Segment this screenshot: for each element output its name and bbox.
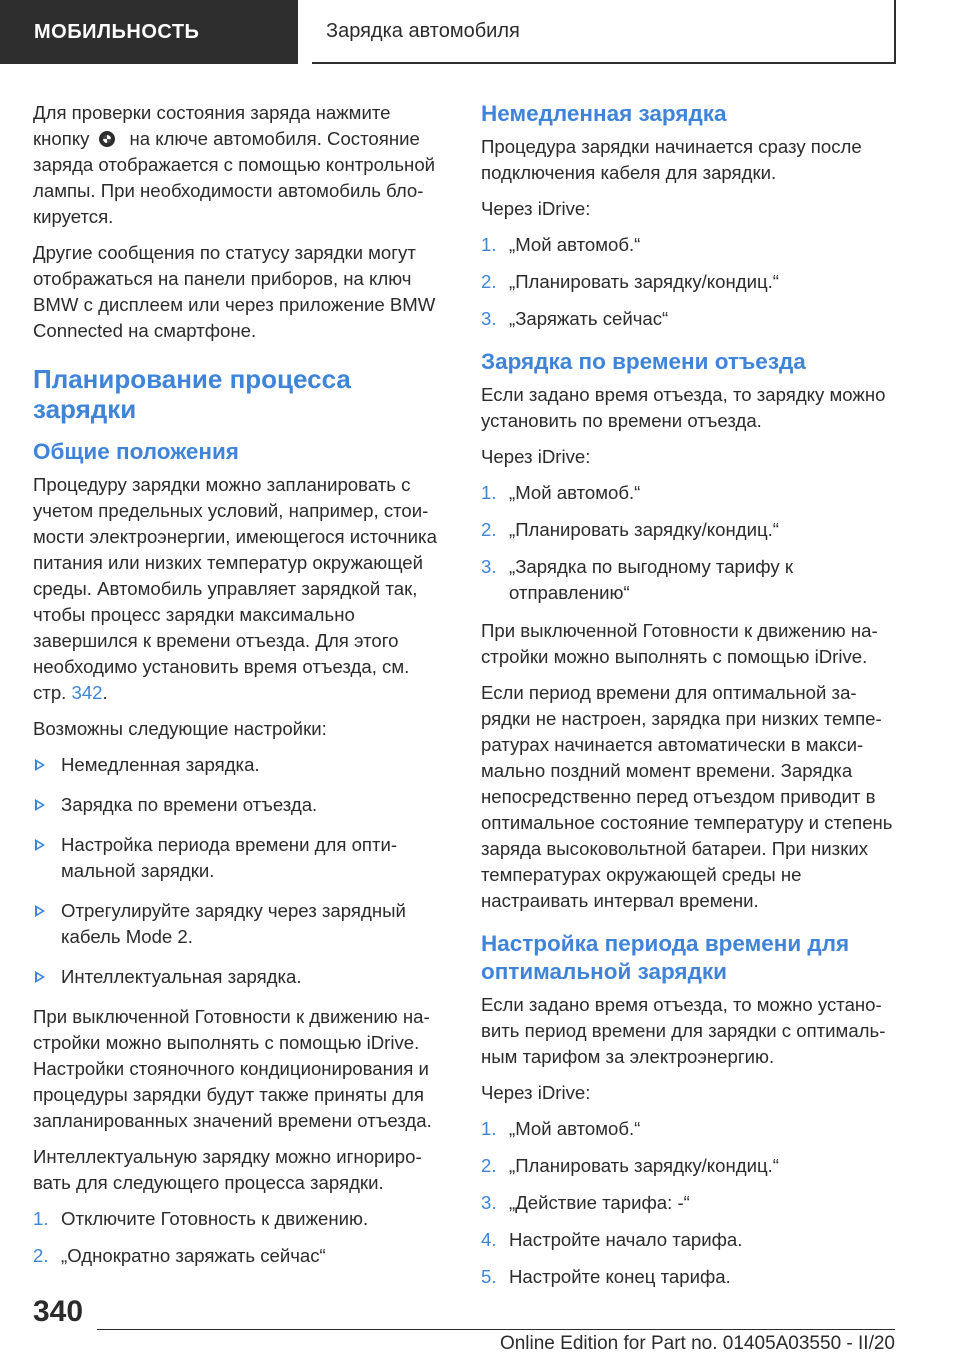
triangle-bullet-icon (35, 839, 45, 851)
step-number: 3. (481, 308, 497, 329)
step-item (33, 1243, 443, 1269)
step-text: Настройте конец тарифа. (509, 1266, 731, 1287)
text-fragment: Для проверки состояния заряда нажмите кнопку (33, 102, 391, 149)
paragraph-check-charge (33, 100, 443, 230)
paragraph-settings-intro: Возможны следующие настройки: (33, 718, 327, 739)
step-text: „Действие тарифа: -“ (509, 1192, 690, 1213)
triangle-bullet-icon (35, 799, 45, 811)
page-number: 340 (33, 1295, 84, 1328)
step-item (481, 1190, 895, 1216)
triangle-bullet-icon (35, 971, 45, 983)
step-number: 1. (481, 234, 497, 255)
list-item-text: Зарядка по времени отъезда. (61, 794, 318, 815)
paragraph-planning (33, 472, 443, 706)
step-number: 3. (481, 556, 497, 577)
list-item (33, 898, 443, 950)
bmw-logo-icon (99, 131, 115, 147)
section-title: Планирование процесса зарядки (33, 364, 351, 424)
steps-list-immediate (481, 232, 895, 332)
right-column (481, 100, 895, 1302)
header-chapter-title (312, 0, 896, 64)
step-item (481, 306, 895, 332)
paragraph-via-idrive: Через iDrive: (481, 446, 591, 467)
step-text: „Мой автомоб.“ (509, 1118, 641, 1139)
list-item (33, 832, 443, 884)
step-text: „Мой автомоб.“ (509, 234, 641, 255)
step-number: 2. (481, 1155, 497, 1176)
step-number: 4. (481, 1229, 497, 1250)
left-column (33, 100, 443, 1281)
chapter-title-text: Зарядка автомобиля (326, 19, 520, 42)
step-item (481, 554, 895, 606)
step-number: 2. (33, 1245, 49, 1266)
settings-list (33, 752, 443, 990)
list-item-text: Отрегулируйте зарядку через зарядный кабель Mode 2. (61, 900, 406, 947)
step-number: 1. (481, 482, 497, 503)
paragraph-departure-idrive: При выключенной Готовности к движению настройки можно выполнять с помощью iDrive. (481, 620, 878, 667)
step-text: „Планировать зарядку/кондиц.“ (509, 1155, 779, 1176)
paragraph-via-idrive: Через iDrive: (481, 198, 591, 219)
footer-edition: Online Edition for Part no. 01405A03550 - II/20 (499, 1333, 895, 1354)
step-item (481, 1227, 895, 1253)
step-text: „Однократно заряжать сейчас“ (61, 1245, 326, 1266)
step-item (481, 517, 895, 543)
step-number: 1. (33, 1208, 49, 1229)
subsection-title-immediate: Немедленная зарядка (481, 101, 727, 126)
steps-list-optimal (481, 1116, 895, 1290)
footer-divider (97, 1329, 895, 1330)
paragraph-ignore-smart: Интеллектуальную зарядку можно игнорировать для следующего процесса зарядки. (33, 1146, 422, 1193)
list-item (33, 964, 443, 990)
step-item (481, 1153, 895, 1179)
step-number: 2. (481, 271, 497, 292)
step-item (481, 269, 895, 295)
step-item (33, 1206, 443, 1232)
paragraph-other-messages: Другие сообщения по статусу зарядки могут отображаться на панели приборов, на ключ BMW с дисплеем или через приложение BMW Connected на смартфоне. (33, 242, 436, 341)
paragraph-idrive-settings: При выключенной Готовности к движению настройки можно выполнять с помощью iDrive. Настройки стояночного кондиционирования и процедуры зарядки будут также приняты для запланированных значений времени отъезда. (33, 1006, 432, 1131)
triangle-bullet-icon (35, 905, 45, 917)
list-item (33, 792, 443, 818)
step-number: 1. (481, 1118, 497, 1139)
text-fragment: на ключе автомобиля. Состояние заряда отображается с помощью контрольной лампы. При необходимости автомобиль блокируется. (33, 128, 436, 227)
subsection-title-optimal: Настройка периода времени для оптимальной зарядки (481, 931, 850, 984)
step-text: „Планировать зарядку/кондиц.“ (509, 519, 779, 540)
text-fragment: Процедуру зарядки можно запланировать с учетом предельных условий, например, стоимости электроэнергии, имеющегося источника питания или низких температур окружающей среды. Автомобиль управляет зарядкой так, чтобы процесс зарядки максимально завершился к времени отъезда. Для этого необходимо установить время отъезда, см. стр. (33, 474, 437, 703)
step-text: „Мой автомоб.“ (509, 482, 641, 503)
subsection-title-departure: Зарядка по времени отъезда (481, 349, 806, 374)
step-item (481, 1116, 895, 1142)
header-section-label: МОБИЛЬНОСТЬ (0, 0, 298, 64)
paragraph-departure: Если задано время отъезда, то зарядку можно установить по времени отъезда. (481, 384, 886, 431)
step-number: 2. (481, 519, 497, 540)
step-text: Отключите Готовность к движению. (61, 1208, 369, 1229)
list-item (33, 752, 443, 778)
subsection-title-general: Общие положения (33, 439, 239, 464)
step-number: 3. (481, 1192, 497, 1213)
steps-list-departure (481, 480, 895, 606)
page-link[interactable]: 342 (71, 682, 103, 703)
step-text: Настройте начало тарифа. (509, 1229, 743, 1250)
steps-list-left (33, 1206, 443, 1269)
step-text: „Зарядка по выгодному тарифу к отправлению“ (509, 556, 793, 603)
triangle-bullet-icon (35, 759, 45, 771)
paragraph-via-idrive: Через iDrive: (481, 1082, 591, 1103)
step-text: „Планировать зарядку/кондиц.“ (509, 271, 779, 292)
step-item (481, 1264, 895, 1290)
paragraph-immediate: Процедура зарядки начинается сразу после подключения кабеля для зарядки. (481, 136, 862, 183)
step-item (481, 232, 895, 258)
text-fragment: . (102, 682, 108, 703)
list-item-text: Немедленная зарядка. (61, 754, 260, 775)
step-number: 5. (481, 1266, 497, 1287)
paragraph-departure-low-temp: Если период времени для оптимальной зарядки не настроен, зарядка при низких температурах начинается автоматически в максимально поздний момент времени. Зарядка непосредственно перед отъездом приводит в оптимальное состояние температуру и степень заряда высоковольтной батареи. При низких температурах окружающей среды не настраивать интервал времени. (481, 682, 893, 911)
list-item-text: Интеллектуальная зарядка. (61, 966, 302, 987)
list-item-text: Настройка периода времени для оптимальной зарядки. (61, 834, 398, 881)
step-item (481, 480, 895, 506)
paragraph-optimal: Если задано время отъезда, то можно установить период времени для зарядки с оптимальным тарифом за электроэнергию. (481, 994, 886, 1067)
step-text: „Заряжать сейчас“ (509, 308, 669, 329)
